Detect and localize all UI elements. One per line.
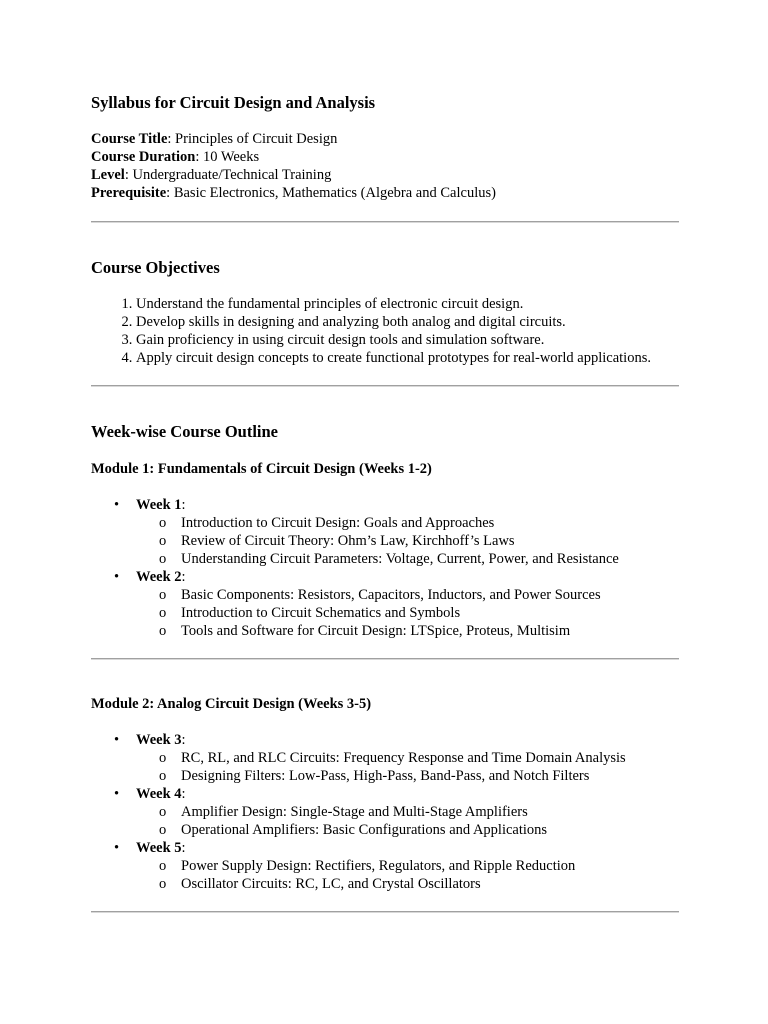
list-item: o Operational Amplifiers: Basic Configurations and Applications xyxy=(181,821,679,839)
objectives-list xyxy=(91,295,679,367)
week-item xyxy=(136,839,679,893)
week-suffix: : xyxy=(181,497,186,513)
list-item: o Designing Filters: Low-Pass, High-Pass, Band-Pass, and Notch Filters xyxy=(181,767,679,785)
week-suffix: : xyxy=(181,732,186,748)
week-item xyxy=(136,731,679,785)
topic-list xyxy=(136,586,679,640)
section-divider xyxy=(91,221,679,223)
list-item: 3. Gain proficiency in using circuit design tools and simulation software. xyxy=(136,331,679,349)
section-divider xyxy=(91,658,679,660)
section-divider xyxy=(91,911,679,913)
list-item: o RC, RL, and RLC Circuits: Frequency Response and Time Domain Analysis xyxy=(181,749,679,767)
list-item: o Oscillator Circuits: RC, LC, and Crystal Oscillators xyxy=(181,875,679,893)
week-item xyxy=(136,568,679,640)
list-item: o Basic Components: Resistors, Capacitors, Inductors, and Power Sources xyxy=(181,586,679,604)
list-item: o Review of Circuit Theory: Ohm’s Law, Kirchhoff’s Laws xyxy=(181,532,679,550)
document-title: Syllabus for Circuit Design and Analysis xyxy=(91,93,376,112)
meta-label: Course Duration xyxy=(91,149,196,165)
meta-value: : Undergraduate/Technical Training xyxy=(124,167,332,183)
list-item: o Amplifier Design: Single-Stage and Multi-Stage Amplifiers xyxy=(181,803,679,821)
section-divider xyxy=(91,385,679,387)
week-label: Week 3 xyxy=(136,732,182,748)
meta-value: : Basic Electronics, Mathematics (Algebra and Calculus) xyxy=(166,185,496,201)
week-suffix: : xyxy=(181,786,186,802)
week-suffix: : xyxy=(181,569,186,585)
topic-list xyxy=(136,803,679,839)
module-1-title: Module 1: Fundamentals of Circuit Design (Weeks 1-2) xyxy=(91,461,432,477)
week-suffix: : xyxy=(181,840,186,856)
meta-label: Level xyxy=(91,167,125,183)
document-body xyxy=(91,93,679,913)
week-label: Week 5 xyxy=(136,840,182,856)
module-2-title: Module 2: Analog Circuit Design (Weeks 3-5) xyxy=(91,696,372,712)
list-item: 2. Develop skills in designing and analyzing both analog and digital circuits. xyxy=(136,313,679,331)
list-item: 4. Apply circuit design concepts to create functional prototypes for real-world applications. xyxy=(136,349,679,367)
week-item xyxy=(136,496,679,568)
course-meta xyxy=(91,130,679,202)
list-item: o Introduction to Circuit Design: Goals and Approaches xyxy=(181,514,679,532)
meta-value: : 10 Weeks xyxy=(195,149,260,165)
topic-list xyxy=(136,857,679,893)
module-1-weeks xyxy=(91,496,679,640)
outline-heading: Week-wise Course Outline xyxy=(91,422,278,441)
module-2-weeks xyxy=(91,731,679,893)
list-item: o Understanding Circuit Parameters: Voltage, Current, Power, and Resistance xyxy=(181,550,679,568)
week-item xyxy=(136,785,679,839)
list-item: o Power Supply Design: Rectifiers, Regulators, and Ripple Reduction xyxy=(181,857,679,875)
week-label: Week 2 xyxy=(136,569,182,585)
meta-course-duration xyxy=(91,148,679,166)
objectives-heading: Course Objectives xyxy=(91,258,220,277)
meta-level xyxy=(91,166,679,184)
week-label: Week 1 xyxy=(136,497,182,513)
topic-list xyxy=(136,749,679,785)
meta-label: Course Title xyxy=(91,131,168,147)
meta-label: Prerequisite xyxy=(91,185,167,201)
meta-prerequisite xyxy=(91,184,679,202)
meta-course-title xyxy=(91,130,679,148)
week-label: Week 4 xyxy=(136,786,182,802)
list-item: o Tools and Software for Circuit Design: LTSpice, Proteus, Multisim xyxy=(181,622,679,640)
list-item: 1. Understand the fundamental principles of electronic circuit design. xyxy=(136,295,679,313)
topic-list xyxy=(136,514,679,568)
list-item: o Introduction to Circuit Schematics and Symbols xyxy=(181,604,679,622)
meta-value: : Principles of Circuit Design xyxy=(167,131,338,147)
